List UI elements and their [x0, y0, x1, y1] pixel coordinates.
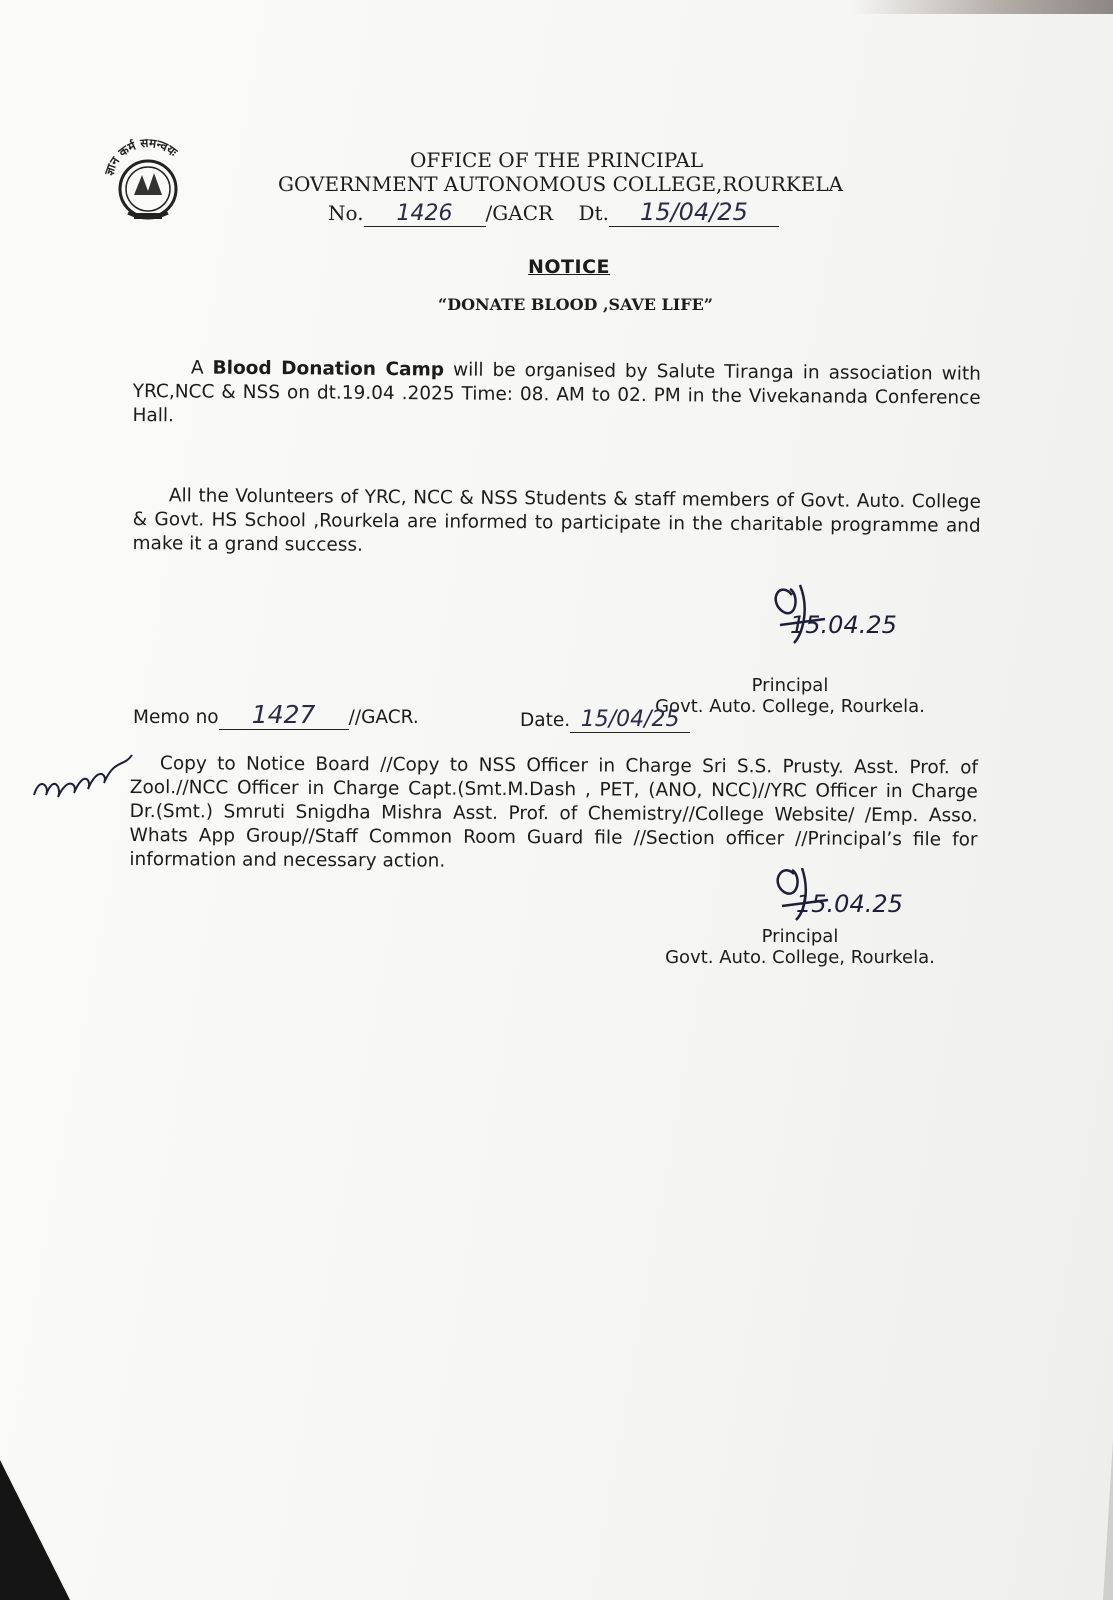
signature-org-1: Govt. Auto. College, Rourkela. [655, 696, 925, 717]
principal-signature-block-2 [660, 868, 940, 968]
memo-date-value: 15/04/25 [580, 707, 680, 732]
office-title: OFFICE OF THE PRINCIPAL [410, 148, 704, 172]
ref-date-blank [609, 198, 779, 227]
notice-slogan: “DONATE BLOOD ,SAVE LIFE” [438, 295, 713, 314]
ref-no-label: No. [328, 201, 364, 225]
notice-heading: NOTICE [528, 256, 611, 278]
para1-lead: A [190, 357, 213, 379]
photo-edge-bottom-right [1103, 1440, 1113, 1600]
signature-org-2: Govt. Auto. College, Rourkela. [665, 947, 935, 968]
memo-date-line [520, 707, 690, 733]
signature-date-1: 15.04.25 [790, 611, 897, 639]
reference-line [328, 198, 1113, 227]
signature-scrawl-1 [650, 575, 930, 675]
memo-no-blank [219, 700, 349, 730]
copy-distribution-paragraph: Copy to Notice Board //Copy to NSS Officer in Charge Sri S.S. Prusty. Asst. Prof. of Zool.//NCC Officer in Charge Capt.(Smt.M.Dash , PET, (ANO, NCC)//YRC Officer in Charge Dr.(Smt.) Smruti Snigdha Mishra Asst. Prof. of Chemistry//College Website/ /Emp. Asso. Whats App Group//Staff Common Room Guard file //Section officer //Principal’s file for information and necessary action. [129, 753, 978, 872]
para1-bold: Blood Donation Camp [212, 357, 445, 381]
principal-signature-block-1 [650, 575, 930, 717]
signature-scrawl-2 [660, 868, 940, 926]
memo-date-label: Date. [520, 710, 571, 731]
seal-motto: ज्ञान कर्म समन्वयः [101, 135, 180, 178]
ref-date-value: 15/04/25 [640, 198, 748, 226]
college-seal-icon [98, 133, 198, 228]
college-name: GOVERNMENT AUTONOMOUS COLLEGE,ROURKELA [278, 172, 844, 196]
memo-date-blank [570, 707, 690, 733]
margin-initials-icon [28, 745, 138, 805]
ref-date-label: Dt. [578, 201, 609, 225]
signature-date-2: 15.04.25 [796, 890, 903, 918]
photo-edge-top-right [853, 0, 1113, 14]
ref-no-value: 1426 [396, 201, 453, 226]
notice-paragraph-2: All the Volunteers of YRC, NCC & NSS Students & staff members of Govt. Auto. College & Govt. HS School ,Rourkela are informed to participate in the charitable programme and make it a grand success. [132, 485, 981, 556]
signature-title-2: Principal [761, 926, 839, 947]
ref-no-blank [364, 201, 486, 227]
memo-no-value: 1427 [251, 700, 316, 729]
photo-edge-bottom-left [0, 1460, 70, 1600]
notice-paragraph-1 [132, 356, 981, 435]
memo-suffix: //GACR. [348, 707, 419, 728]
memo-line [133, 700, 419, 730]
memo-label: Memo no [133, 707, 219, 728]
signature-title-1: Principal [751, 675, 829, 696]
ref-no-suffix: /GACR [485, 201, 554, 225]
para1-rest: will be organised by Salute Tiranga in association with YRC,NCC & NSS on dt.19.04 .2025 Time: 08. AM to 02. PM in the Vivekananda Conference Hall. [132, 359, 981, 427]
